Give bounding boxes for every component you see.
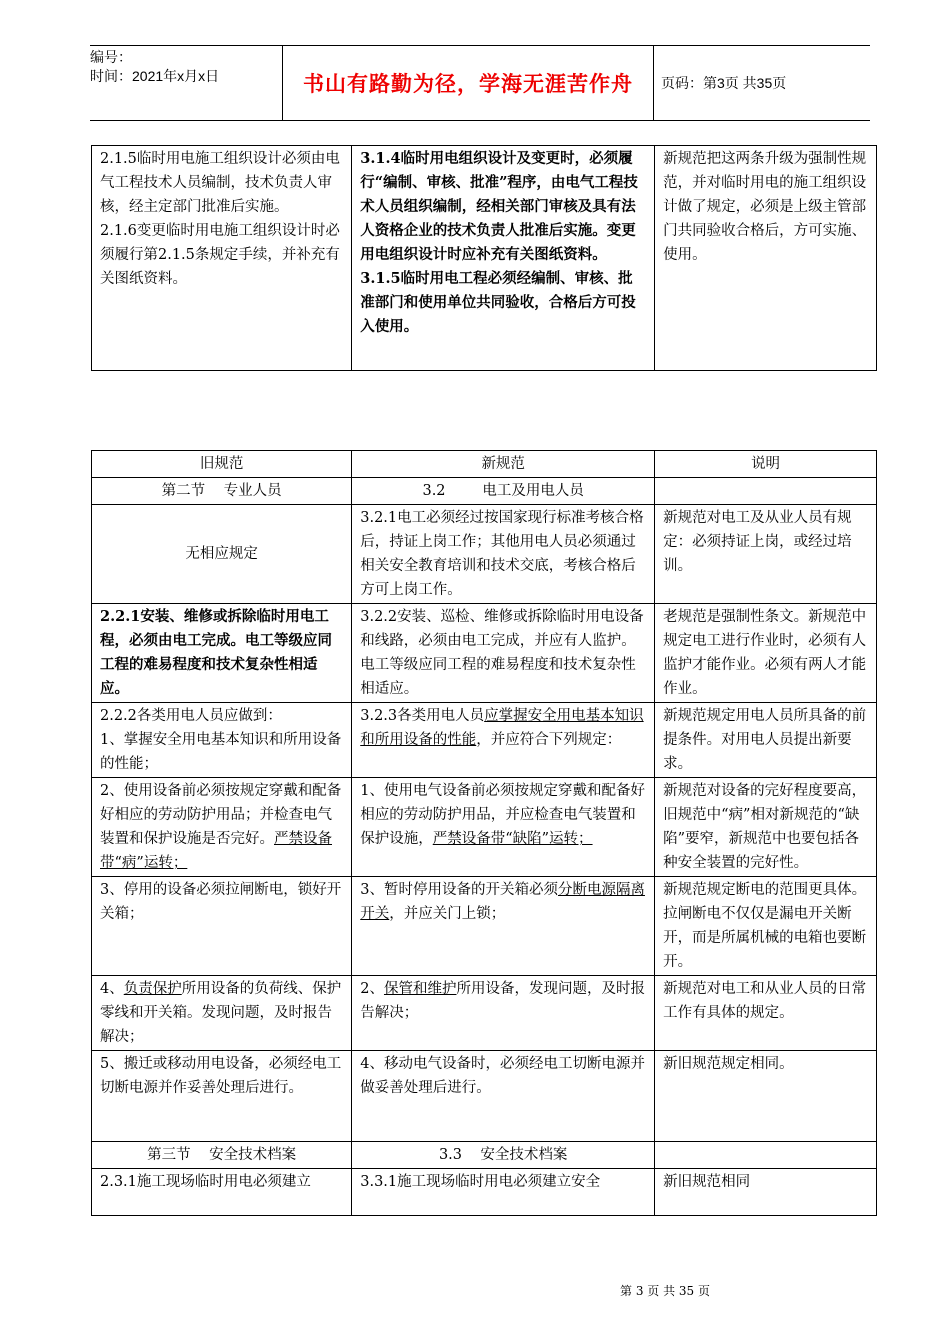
new-text: 1、使用电气设备前必须按规定穿戴和配备好相应的劳动防护用品，并应检查电气装置和保护设施， xyxy=(360,783,645,847)
header-old: 旧规范 xyxy=(92,451,352,478)
new-cell xyxy=(352,877,655,976)
old-clause-2-1-6: 2.1.6变更临时用电施工组织设计时必须履行第2.1.5条规定手续，并补充有关图纸资料。 xyxy=(100,223,340,287)
time-label: 时间：2021年x月x日 xyxy=(90,68,220,84)
table-row xyxy=(92,877,877,976)
new-text: 3.2.3各类用电人员 xyxy=(360,708,485,724)
new-text: ，并应符合下列规定： xyxy=(476,732,622,748)
table-row xyxy=(92,146,877,371)
new-text: 3、暂时停用设备的开关箱必须 xyxy=(360,882,558,898)
section-old: 第三节 安全技术档案 xyxy=(92,1142,352,1169)
new-text: 所用设备，发现问题，及时报告解决； xyxy=(360,981,645,1021)
old-cell: 3、停用的设备必须拉闸断电，锁好开关箱； xyxy=(92,877,352,976)
table-row xyxy=(92,976,877,1051)
table-row xyxy=(92,1169,877,1216)
comparison-table-2 xyxy=(91,450,877,1216)
old-cell xyxy=(92,976,352,1051)
header-new: 新规范 xyxy=(352,451,655,478)
table-row xyxy=(92,505,877,604)
new-text: ，并应关门上锁； xyxy=(389,906,506,922)
header-note: 说明 xyxy=(655,451,877,478)
note-cell: 新规范规定断电的范围更具体。拉闸断电不仅仅是漏电开关断开，而是所属机械的电箱也要断开。 xyxy=(655,877,877,976)
old-underlined: 严禁设备带“病”运转； xyxy=(100,831,332,871)
header-meta xyxy=(90,46,280,122)
note-cell: 新规范规定用电人员所具备的前提条件。对用电人员提出新要求。 xyxy=(655,703,877,778)
old-underlined: 负责保护 xyxy=(123,981,182,997)
old-text: 2、使用设备前必须按规定穿戴和配备好相应的劳动防护用品；并检查电气装置和保护设施是否完好。 xyxy=(100,783,342,847)
note-cell: 新规范对设备的完好程度要高，旧规范中“病”相对新规范的“缺陷”要窄，新规范中也要包括各种安全装置的完好性。 xyxy=(655,778,877,877)
note-cell: 新规范对电工和从业人员的日常工作有具体的规定。 xyxy=(655,976,877,1051)
old-cell: 无相应规定 xyxy=(92,505,352,604)
number-label: 编号： xyxy=(90,49,132,65)
note-cell: 新规范把这两条升级为强制性规范，并对临时用电的施工组织设计做了规定，必须是上级主管部门共同验收合格后，方可实施、使用。 xyxy=(655,146,877,371)
old-clause-cell xyxy=(92,146,352,371)
table-row xyxy=(92,1051,877,1142)
new-cell: 3.3.1施工现场临时用电必须建立安全 xyxy=(352,1169,655,1216)
old-clause-2-1-5: 2.1.5临时用电施工组织设计必须由电气工程技术人员编制，技术负责人审核，经主定部门批准后实施。 xyxy=(100,151,340,215)
old-cell: 5、搬迁或移动用电设备，必须经电工切断电源并作妥善处理后进行。 xyxy=(92,1051,352,1142)
note-cell: 老规范是强制性条文。新规范中规定电工进行作业时，必须有人监护才能作业。必须有两人才能作业。 xyxy=(655,604,877,703)
new-text: 2、 xyxy=(360,981,384,997)
section-note xyxy=(655,478,877,505)
old-text: 4、 xyxy=(100,981,124,997)
new-clause-3-1-5: 3.1.5临时用电工程必须经编制、审核、批准部门和使用单位共同验收，合格后方可投入使用。 xyxy=(360,270,636,335)
old-cell: 2.2.1安装、维修或拆除临时用电工程，必须由电工完成。电工等级应同工程的难易程度和技术复杂性相适应。 xyxy=(92,604,352,703)
new-clause-3-1-4: 3.1.4临时用电组织设计及变更时，必须履行“编制、审核、批准”程序，由电气工程技术人员组织编制，经相关部门审核及具有法人资格企业的技术负责人批准后实施。变更用电组织设计时应补充有关图纸资料。 xyxy=(360,150,638,263)
note-cell: 新规范对电工及从业人员有规定：必须持证上岗，或经过培训。 xyxy=(655,505,877,604)
table-header-row xyxy=(92,451,877,478)
section-row xyxy=(92,478,877,505)
old-line: 2.2.2各类用电人员应做到： xyxy=(100,708,282,724)
page-header xyxy=(90,45,870,121)
section-row xyxy=(92,1142,877,1169)
header-page-info: 页码：第3页 共35页 xyxy=(661,75,787,91)
table-row xyxy=(92,703,877,778)
header-motto: 书山有路勤为径，学海无涯苦作舟 xyxy=(282,46,654,120)
section-note xyxy=(655,1142,877,1169)
section-old: 第二节 专业人员 xyxy=(92,478,352,505)
comparison-table-1 xyxy=(91,145,877,371)
new-underlined: 应掌握安全用电基本知识和所用设备的性能 xyxy=(360,708,644,748)
section-new: 3.3 安全技术档案 xyxy=(352,1142,655,1169)
new-cell xyxy=(352,703,655,778)
note-cell: 新旧规范相同 xyxy=(655,1169,877,1216)
new-cell: 3.2.1电工必须经过按国家现行标准考核合格后，持证上岗工作；其他用电人员必须通过相关安全教育培训和技术交底，考核合格后方可上岗工作。 xyxy=(352,505,655,604)
old-line: 1、掌握安全用电基本知识和所用设备的性能； xyxy=(100,732,342,772)
new-cell: 4、移动电气设备时，必须经电工切断电源并做妥善处理后进行。 xyxy=(352,1051,655,1142)
old-cell: 2.3.1施工现场临时用电必须建立 xyxy=(92,1169,352,1216)
new-cell xyxy=(352,778,655,877)
new-underlined: 保管和维护 xyxy=(383,981,457,997)
table-row xyxy=(92,604,877,703)
section-new: 3.2 电工及用电人员 xyxy=(352,478,655,505)
new-underlined: 分断电源隔离开关 xyxy=(360,882,645,922)
new-underlined: 严禁设备带“缺陷”运转； xyxy=(432,831,593,847)
new-cell xyxy=(352,976,655,1051)
page-footer: 第 3 页 共 35 页 xyxy=(620,1284,710,1298)
note-cell: 新旧规范规定相同。 xyxy=(655,1051,877,1142)
old-cell xyxy=(92,703,352,778)
new-clause-cell xyxy=(352,146,655,371)
old-cell xyxy=(92,778,352,877)
new-cell: 3.2.2安装、巡检、维修或拆除临时用电设备和线路，必须由电工完成，并应有人监护。电工等级应同工程的难易程度和技术复杂性相适应。 xyxy=(352,604,655,703)
table-row xyxy=(92,778,877,877)
old-text: 所用设备的负荷线、保护零线和开关箱。发现问题，及时报告解决； xyxy=(100,981,342,1045)
